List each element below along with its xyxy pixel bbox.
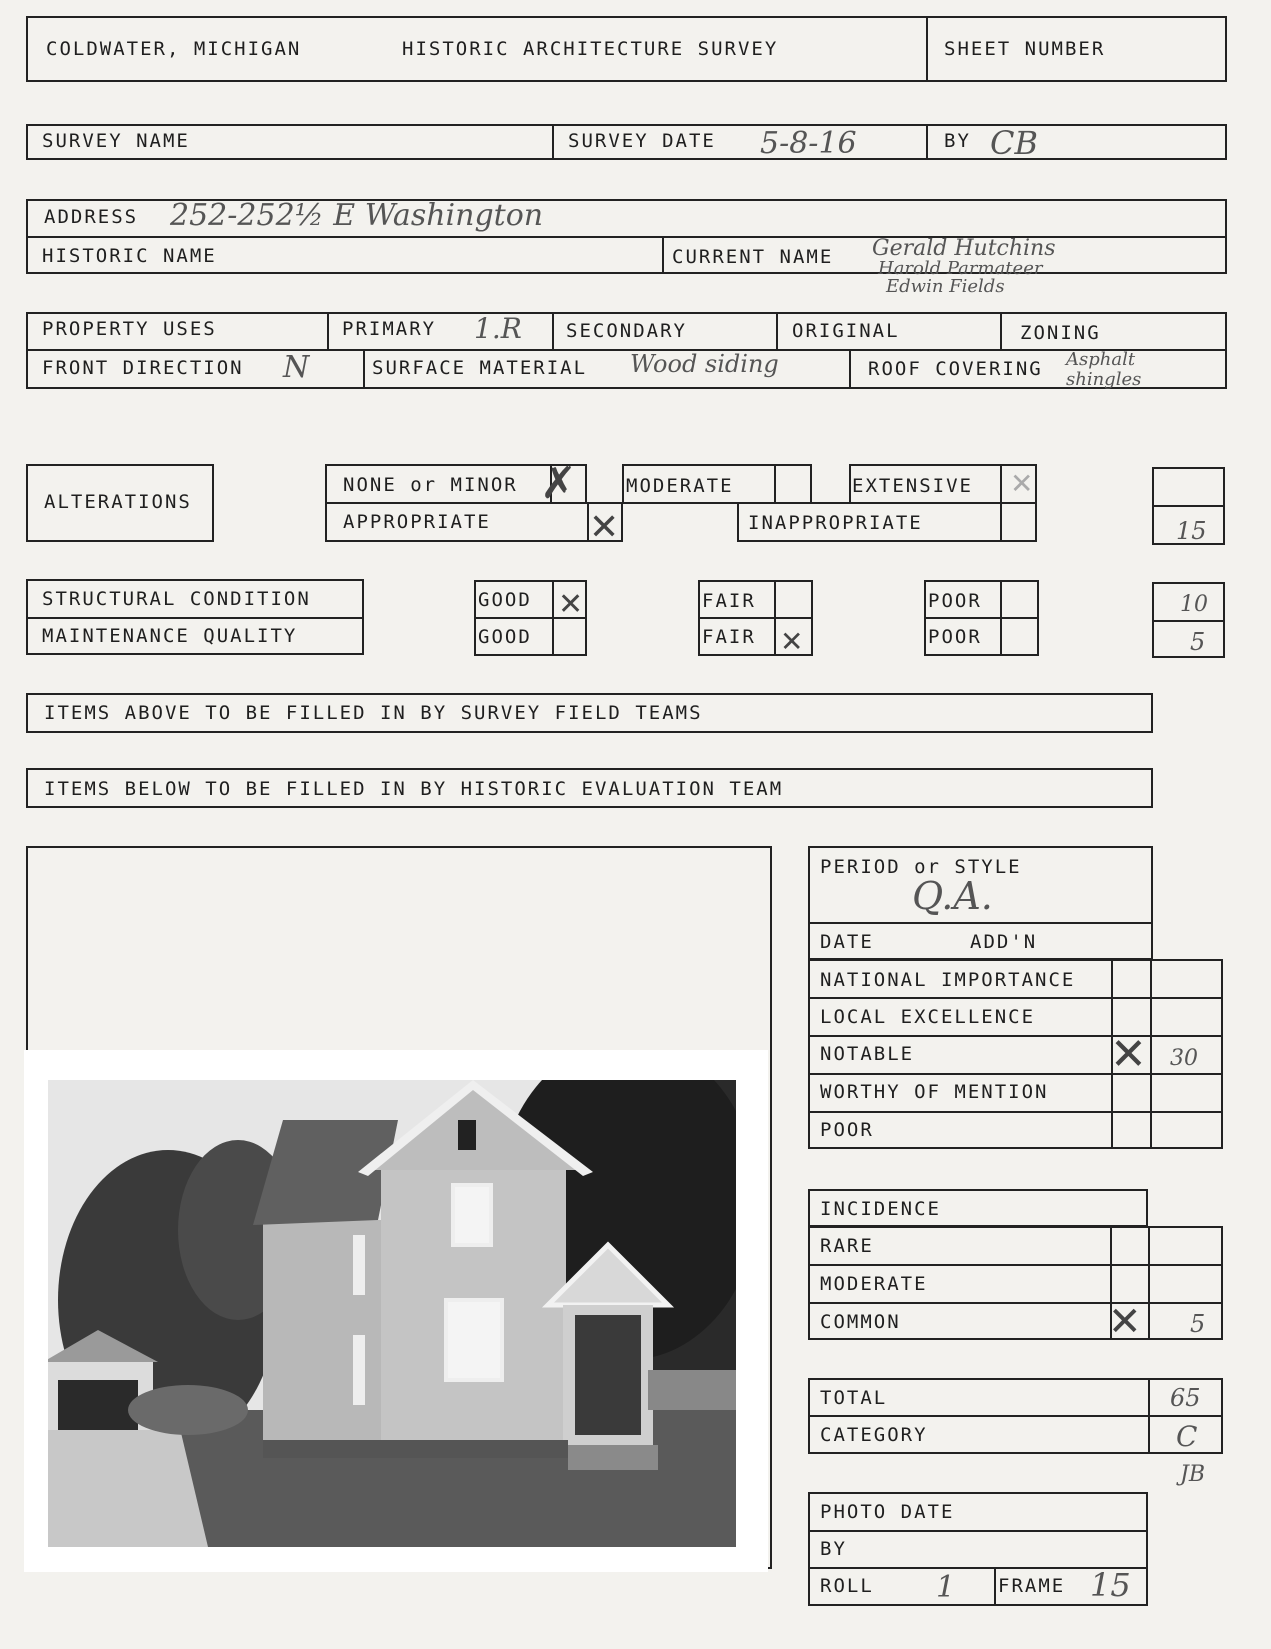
incidence-row-line-2 (808, 1302, 1223, 1304)
survey-title: HISTORIC ARCHITECTURE SURVEY (402, 38, 779, 60)
local-excellence-label: LOCAL EXCELLENCE (820, 1006, 1036, 1028)
original-label: ORIGINAL (792, 320, 900, 342)
primary-label: PRIMARY (342, 318, 437, 340)
address-label: ADDRESS (44, 206, 139, 228)
maintenance-score: 5 (1190, 628, 1206, 656)
roof-covering-value: Asphalt shingles (1066, 349, 1142, 390)
current-name-label: CURRENT NAME (672, 246, 834, 268)
header-divider (926, 16, 928, 82)
frame-value: 15 (1090, 1566, 1131, 1604)
addn-label: ADD'N (970, 931, 1038, 953)
roll-value: 1 (936, 1570, 956, 1605)
period-style-value: Q.A. (912, 874, 993, 918)
current-name-2: Harold Parmateer (878, 258, 1043, 279)
primary-divider (327, 312, 329, 350)
alterations-score-divider (1152, 505, 1225, 507)
address-value: 252-252½ E Washington (170, 198, 544, 233)
moderate-label: MODERATE (626, 475, 734, 497)
good-maintenance-label: GOOD (478, 626, 532, 648)
period-style-label: PERIOD or STYLE (820, 856, 1022, 878)
fair-structural-label: FAIR (702, 590, 756, 612)
house-photograph (48, 1080, 736, 1547)
survey-date-label: SURVEY DATE (568, 130, 716, 152)
notable-check-mark: ✕ (1110, 1029, 1147, 1080)
inappropriate-label: INAPPROPRIATE (748, 512, 923, 534)
secondary-divider (552, 312, 554, 350)
total-label: TOTAL (820, 1387, 888, 1409)
front-direction-label: FRONT DIRECTION (42, 357, 244, 379)
common-label: COMMON (820, 1311, 901, 1333)
importance-row-line-4 (808, 1111, 1223, 1113)
good-structural-check-mark: ✕ (558, 587, 584, 622)
none-minor-label: NONE or MINOR (343, 474, 518, 496)
photo-info-line-1 (808, 1530, 1148, 1532)
surface-material-value: Wood siding (630, 350, 779, 378)
current-name-3: Edwin Fields (886, 276, 1005, 297)
roof-divider (849, 349, 851, 389)
survey-date-value: 5-8-16 (760, 126, 857, 161)
items-below-note: ITEMS BELOW TO BE FILLED IN BY HISTORIC EVALUATION TEAM (44, 778, 784, 800)
photo-date-label: PHOTO DATE (820, 1501, 955, 1523)
good-check-divider (552, 580, 554, 656)
total-value: 65 (1170, 1384, 1201, 1412)
surface-material-label: SURFACE MATERIAL (372, 357, 588, 379)
incidence-score-divider (1148, 1226, 1150, 1340)
worthy-of-mention-label: WORTHY OF MENTION (820, 1081, 1049, 1103)
poor-maintenance-label: POOR (928, 626, 982, 648)
poor-divider (924, 617, 1039, 619)
incidence-label: INCIDENCE (820, 1198, 941, 1220)
photo-by-label: BY (820, 1538, 847, 1560)
primary-value: 1.R (474, 312, 522, 345)
importance-row-line-2 (808, 1035, 1223, 1037)
roof-covering-label: ROOF COVERING (868, 358, 1043, 380)
survey-by-value: CB (990, 124, 1038, 162)
alterations-label: ALTERATIONS (44, 491, 192, 513)
current-name-1: Gerald Hutchins (872, 236, 1056, 261)
maintenance-quality-label: MAINTENANCE QUALITY (42, 625, 298, 647)
secondary-label: SECONDARY (566, 320, 687, 342)
frame-divider (994, 1567, 996, 1606)
city-label: COLDWATER, MICHIGAN (46, 38, 302, 60)
totals-divider (808, 1415, 1223, 1417)
sheet-number-label: SHEET NUMBER (944, 38, 1106, 60)
good-structural-label: GOOD (478, 589, 532, 611)
extensive-label: EXTENSIVE (852, 475, 973, 497)
extensive-check-mark: ✕ (1010, 467, 1034, 500)
survey-divider-2 (926, 124, 928, 160)
alterations-score: 15 (1176, 517, 1207, 545)
incidence-moderate-label: MODERATE (820, 1273, 928, 1295)
evaluation-poor-label: POOR (820, 1119, 874, 1141)
historic-name-label: HISTORIC NAME (42, 245, 217, 267)
fair-check-divider (774, 580, 776, 656)
survey-by-label: BY (944, 130, 971, 152)
current-name-divider (662, 236, 664, 274)
fair-maintenance-check-mark: ✕ (780, 625, 804, 658)
date-label: DATE (820, 931, 874, 953)
house-photo-illustration (48, 1080, 736, 1547)
evaluator-initials: JB (1180, 1462, 1205, 1487)
condition-label-divider (26, 617, 364, 619)
appropriate-check-mark: ✕ (589, 507, 620, 548)
moderate-check-divider (774, 464, 776, 504)
common-score: 5 (1190, 1310, 1206, 1338)
appropriate-label: APPROPRIATE (343, 511, 491, 533)
fair-divider (698, 617, 813, 619)
notable-score: 30 (1170, 1046, 1198, 1071)
original-divider (776, 312, 778, 350)
national-importance-label: NATIONAL IMPORTANCE (820, 969, 1076, 991)
survey-name-label: SURVEY NAME (42, 130, 190, 152)
property-uses-label: PROPERTY USES (42, 318, 217, 340)
poor-structural-label: POOR (928, 590, 982, 612)
importance-score-divider (1150, 959, 1152, 1149)
importance-row-line-3 (808, 1073, 1223, 1075)
structural-score: 10 (1180, 592, 1208, 617)
condition-score-divider (1152, 620, 1225, 622)
front-direction-value: N (283, 350, 310, 385)
fair-maintenance-label: FAIR (702, 626, 756, 648)
property-divider (26, 349, 1227, 351)
importance-row-line-1 (808, 997, 1223, 999)
none-minor-check-mark: ✗ (540, 458, 577, 509)
common-check-mark: ✕ (1108, 1299, 1142, 1345)
zoning-divider (1000, 312, 1002, 350)
roll-label: ROLL (820, 1575, 874, 1597)
category-value: C (1176, 1420, 1198, 1453)
totals-value-divider (1148, 1378, 1150, 1454)
surface-divider (363, 349, 365, 389)
structural-condition-label: STRUCTURAL CONDITION (42, 588, 311, 610)
frame-label: FRAME (998, 1575, 1066, 1597)
items-above-note: ITEMS ABOVE TO BE FILLED IN BY SURVEY FIELD TEAMS (44, 702, 703, 724)
poor-check-divider (1000, 580, 1002, 656)
zoning-label: ZONING (1020, 322, 1101, 344)
incidence-row-line-1 (808, 1264, 1223, 1266)
survey-divider-1 (552, 124, 554, 160)
rare-label: RARE (820, 1235, 874, 1257)
notable-label: NOTABLE (820, 1043, 915, 1065)
category-label: CATEGORY (820, 1424, 928, 1446)
